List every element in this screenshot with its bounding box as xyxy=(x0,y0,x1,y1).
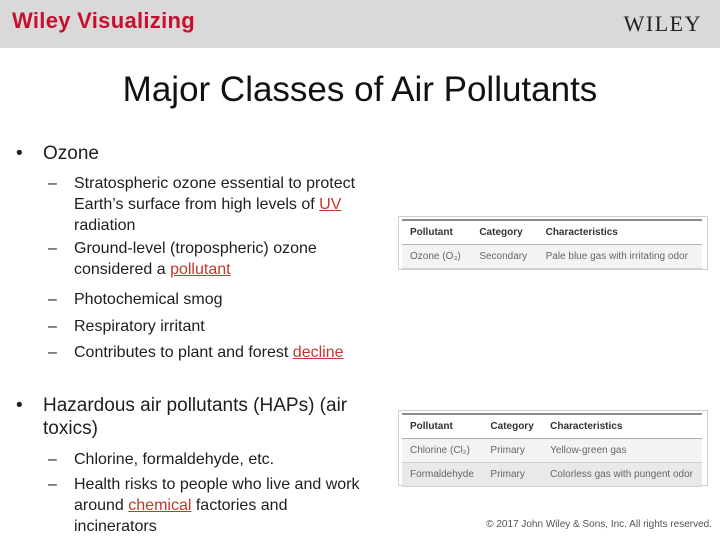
dash-icon: – xyxy=(48,291,57,308)
haps-table xyxy=(402,413,702,487)
table-cell: Ozone (O₃) xyxy=(402,245,471,269)
bullet-icon: • xyxy=(16,143,23,164)
col-pollutant: Pollutant xyxy=(402,414,482,439)
header-band xyxy=(0,0,720,48)
table-cell: Primary xyxy=(482,463,542,487)
bullet-heading: Ozone xyxy=(43,143,99,164)
link-uv[interactable]: UV xyxy=(319,196,342,213)
bullet-haps xyxy=(16,394,348,439)
sub-bullet-text: Stratospheric ozone essential to protect Earth’s surface from high levels of xyxy=(74,175,356,213)
table-cell: Colorless gas with pungent odor xyxy=(542,463,702,487)
dash-icon: – xyxy=(48,175,57,192)
link-chemical[interactable]: chemical xyxy=(128,497,192,514)
col-characteristics: Characteristics xyxy=(542,414,702,439)
table-cell: Secondary xyxy=(471,245,537,269)
dash-icon: – xyxy=(48,476,57,493)
dash-icon: – xyxy=(48,344,57,361)
dash-icon: – xyxy=(48,240,57,257)
wiley-logo: WILEY xyxy=(623,11,702,36)
sub-bullet-text: factories and incinerators xyxy=(74,497,288,535)
table-cell: Chlorine (Cl₂) xyxy=(402,439,482,463)
sub-bullet-text: radiation xyxy=(74,217,136,234)
table-cell: Primary xyxy=(482,439,542,463)
sub-bullet-text: Contributes to plant and forest xyxy=(74,344,293,361)
link-decline[interactable]: decline xyxy=(292,344,344,361)
col-characteristics: Characteristics xyxy=(538,220,702,245)
table-cell: Formaldehyde xyxy=(402,463,482,487)
sub-bullet-text: Photochemical smog xyxy=(74,291,223,308)
table-cell: Yellow-green gas xyxy=(542,439,702,463)
col-category: Category xyxy=(471,220,537,245)
table-cell: Pale blue gas with irritating odor xyxy=(538,245,702,269)
table-header-row xyxy=(402,414,702,439)
table-row xyxy=(402,439,702,463)
table-header-row xyxy=(402,220,702,245)
copyright-notice: © 2017 John Wiley & Sons, Inc. All rights reserved. xyxy=(486,519,712,530)
bullet-icon: • xyxy=(16,395,23,416)
dash-icon: – xyxy=(48,451,57,468)
link-pollutant[interactable]: pollutant xyxy=(170,261,231,278)
sub-bullet-text: Ground-level (tropospheric) ozone considered a xyxy=(74,240,317,278)
bullet-ozone xyxy=(16,142,99,165)
col-category: Category xyxy=(482,414,542,439)
wiley-visualizing-logo: Wiley Visualizing xyxy=(12,8,195,33)
sub-bullet-text: Health risks to people who live and work around xyxy=(74,476,360,514)
sub-bullet-text: Chlorine, formaldehyde, etc. xyxy=(74,451,275,468)
sub-bullet-text: Respiratory irritant xyxy=(74,318,205,335)
col-pollutant: Pollutant xyxy=(402,220,471,245)
bullet-heading: Hazardous air pollutants (HAPs) (air toxics) xyxy=(43,395,348,439)
dash-icon: – xyxy=(48,318,57,335)
slide-title: Major Classes of Air Pollutants xyxy=(122,70,598,109)
table-row xyxy=(402,245,702,269)
ozone-table xyxy=(402,219,702,269)
table-row xyxy=(402,463,702,487)
